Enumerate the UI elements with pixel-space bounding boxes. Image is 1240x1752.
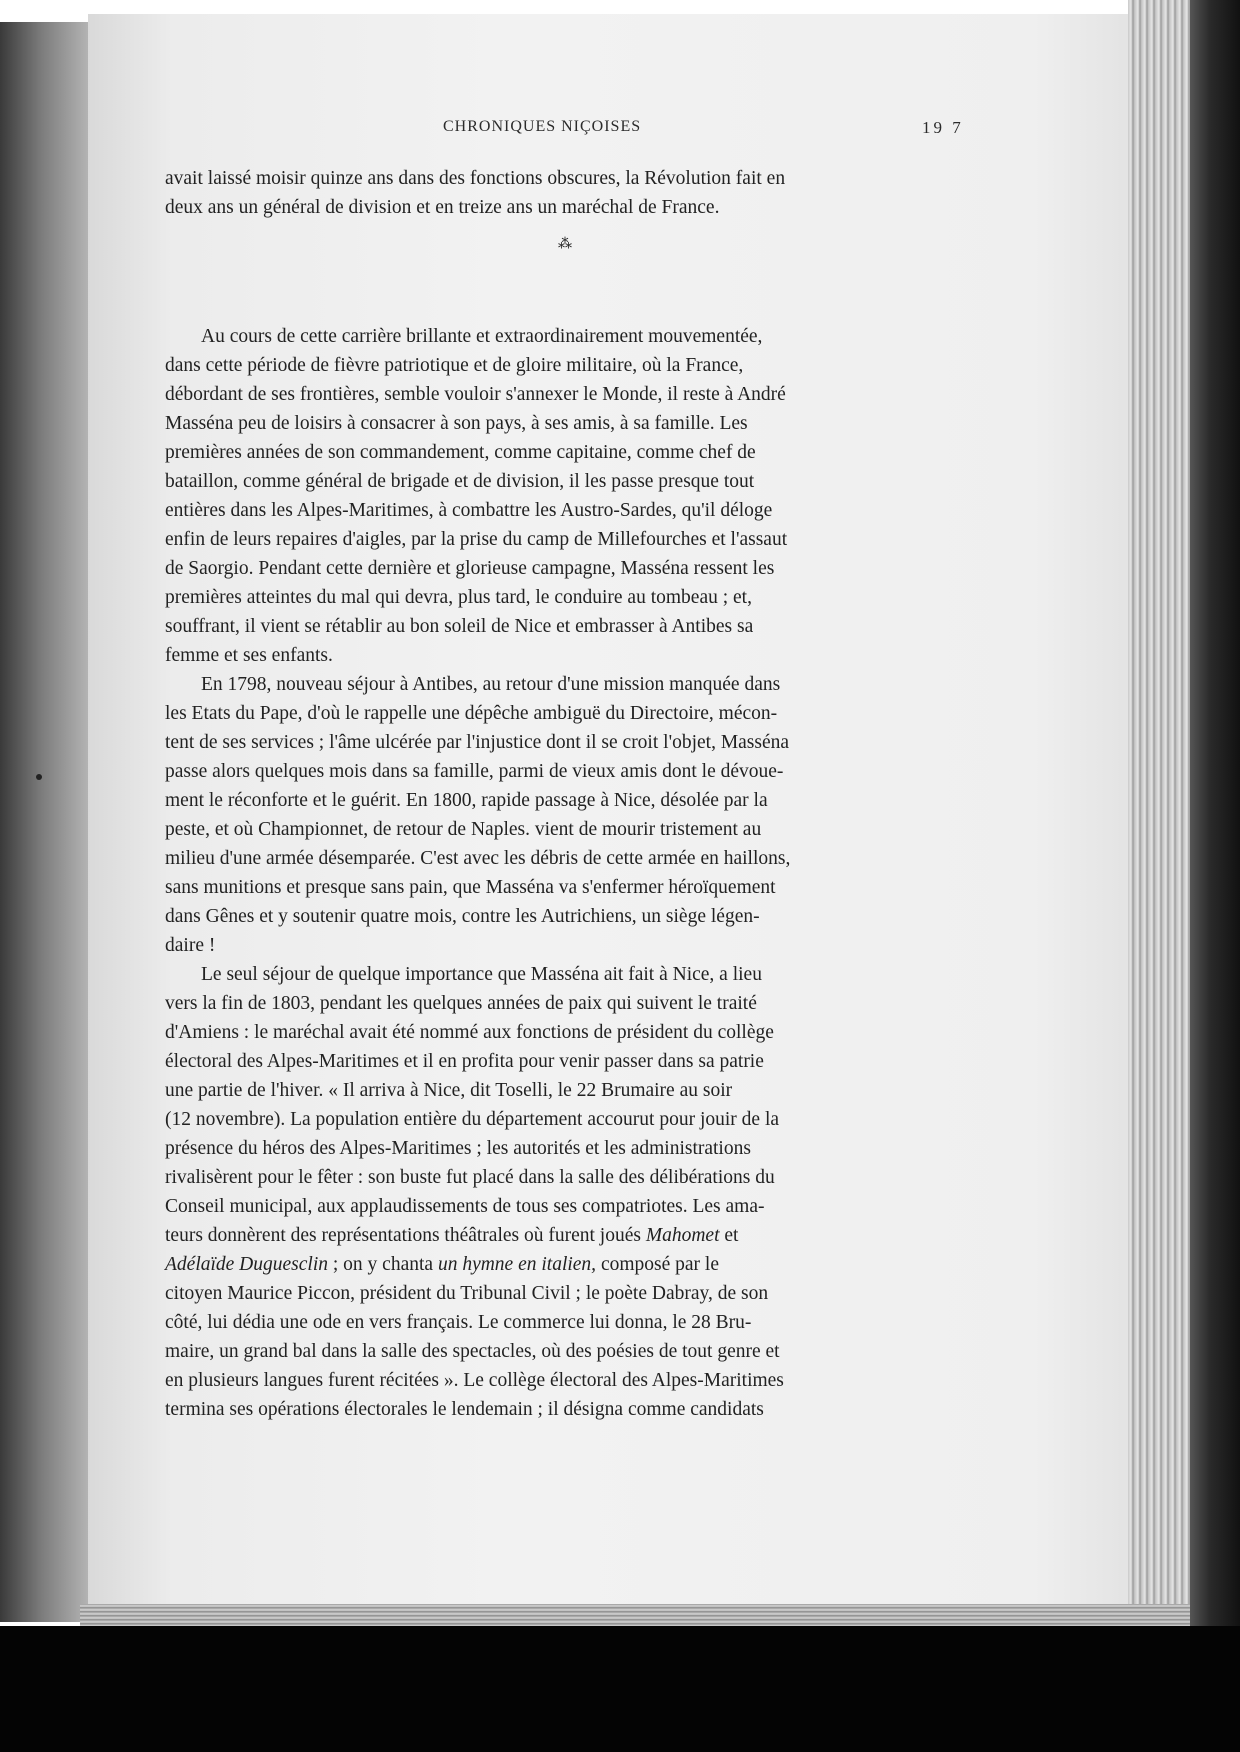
text-line: de Saorgio. Pendant cette dernière et glorieuse campagne, Masséna ressent les <box>165 558 775 579</box>
text-line: entières dans les Alpes-Maritimes, à combattre les Austro-Sardes, qu'il déloge <box>165 500 773 521</box>
text-line: (12 novembre). La population entière du département accourut pour jouir de la <box>165 1109 780 1130</box>
book-cover-edge <box>1190 0 1240 1660</box>
text-run: et <box>719 1225 739 1246</box>
text-line: passe alors quelques mois dans sa famille, parmi de vieux amis dont le dévoue- <box>165 761 784 782</box>
text-line: une partie de l'hiver. « Il arriva à Nice, dit Toselli, le 22 Brumaire au soir <box>165 1080 733 1101</box>
text-line: daire ! <box>165 935 216 956</box>
text-line: deux ans un général de division et en treize ans un maréchal de France. <box>165 197 720 218</box>
text-line: d'Amiens : le maréchal avait été nommé aux fonctions de président du collège <box>165 1022 774 1043</box>
play-title: Mahomet <box>645 1225 720 1246</box>
text-line: sans munitions et presque sans pain, que Masséna va s'enfermer héroïquement <box>165 877 776 898</box>
text-line: Au cours de cette carrière brillante et extraordinairement mouvementée, <box>201 326 763 347</box>
paragraph-intro <box>165 164 960 222</box>
text-line: premières atteintes du mal qui devra, plus tard, le conduire au tombeau ; et, <box>165 587 752 608</box>
text-line <box>165 1250 960 1279</box>
text-run: composé par le <box>596 1254 719 1275</box>
text-line: débordant de ses frontières, semble vouloir s'annexer le Monde, il reste à André <box>165 384 786 405</box>
text-line: vers la fin de 1803, pendant les quelques années de paix qui suivent le traité <box>165 993 757 1014</box>
text-line: rivalisèrent pour le fêter : son buste fut placé dans la salle des délibérations du <box>165 1167 775 1188</box>
paragraph-1803 <box>165 960 960 1424</box>
paragraph-1798 <box>165 670 960 960</box>
text-line: les Etats du Pape, d'où le rappelle une dépêche ambiguë du Directoire, mécon- <box>165 703 778 724</box>
running-head: CHRONIQUES NIÇOISES <box>443 118 642 135</box>
text-line: femme et ses enfants. <box>165 645 333 666</box>
text-line: milieu d'une armée désemparée. C'est avec les débris de cette armée en haillons, <box>165 848 791 869</box>
text-run: teurs donnèrent des représentations théâtrales où furent joués <box>165 1225 646 1246</box>
text-run: ; on y chanta <box>328 1254 438 1275</box>
paragraph-career <box>165 322 960 670</box>
text-line: dans cette période de fièvre patriotique et de gloire militaire, où la France, <box>165 355 744 376</box>
text-line: côté, lui dédia une ode en vers français. Le commerce lui donna, le 28 Bru- <box>165 1312 752 1333</box>
text-line <box>165 1221 960 1250</box>
text-line: peste, et où Championnet, de retour de Naples. vient de mourir tristement au <box>165 819 762 840</box>
text-line: Le seul séjour de quelque importance que Masséna ait fait à Nice, a lieu <box>201 964 762 985</box>
page-number: 19 7 <box>922 118 964 137</box>
text-line: enfin de leurs repaires d'aigles, par la prise du camp de Millefourches et l'assaut <box>165 529 788 550</box>
section-break <box>165 222 960 322</box>
text-line: premières années de son commandement, comme capitaine, comme chef de <box>165 442 756 463</box>
text-line: ment le réconforte et le guérit. En 1800, rapide passage à Nice, désolée par la <box>165 790 768 811</box>
text-line: avait laissé moisir quinze ans dans des fonctions obscures, la Révolution fait en <box>165 168 786 189</box>
text-line: citoyen Maurice Piccon, président du Tribunal Civil ; le poète Dabray, de son <box>165 1283 769 1304</box>
text-line: souffrant, il vient se rétablir au bon soleil de Nice et embrasser à Antibes sa <box>165 616 754 637</box>
body-text <box>165 164 960 1424</box>
text-line: en plusieurs langues furent récitées ». Le collège électoral des Alpes-Maritimes <box>165 1370 784 1391</box>
text-line: tent de ses services ; l'âme ulcérée par l'injustice dont il se croit l'objet, Masséna <box>165 732 790 753</box>
text-line: bataillon, comme général de brigade et de division, il les passe presque tout <box>165 471 755 492</box>
play-title: Adélaïde Duguesclin <box>165 1254 328 1275</box>
margin-mark <box>36 774 42 780</box>
text-line: électoral des Alpes-Maritimes et il en profita pour venir passer dans sa patrie <box>165 1051 764 1072</box>
facing-page-edge <box>0 22 92 1622</box>
text-line: En 1798, nouveau séjour à Antibes, au retour d'une mission manquée dans <box>201 674 781 695</box>
scan-background <box>0 1626 1240 1752</box>
text-line: Conseil municipal, aux applaudissements de tous ses compatriotes. Les ama- <box>165 1196 765 1217</box>
text-line: maire, un grand bal dans la salle des spectacles, où des poésies de tout genre et <box>165 1341 780 1362</box>
page-bottom-edge <box>80 1604 1190 1628</box>
asterism: ⁂ <box>558 237 572 252</box>
text-line: dans Gênes et y soutenir quatre mois, contre les Autrichiens, un siège légen- <box>165 906 760 927</box>
text-line: présence du héros des Alpes-Maritimes ; les autorités et les administrations <box>165 1138 751 1159</box>
text-line: Masséna peu de loisirs à consacrer à son pays, à ses amis, à sa famille. Les <box>165 413 748 434</box>
emphasis: un hymne en italien, <box>437 1254 597 1275</box>
text-line: termina ses opérations électorales le lendemain ; il désigna comme candidats <box>165 1399 764 1420</box>
